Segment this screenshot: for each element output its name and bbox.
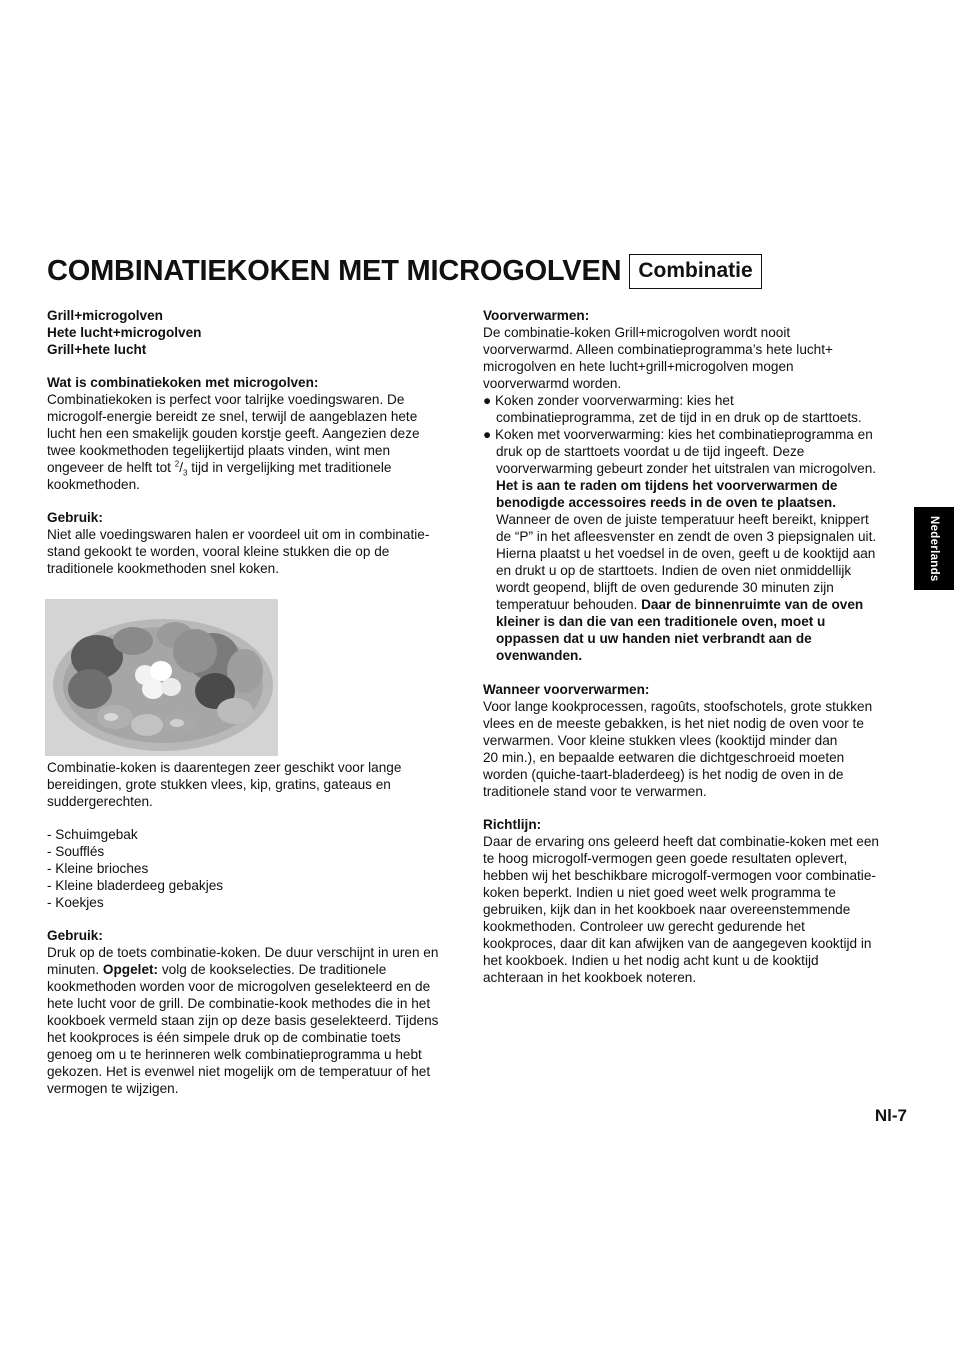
section-heading: Gebruik:: [47, 510, 103, 525]
fraction-numerator: 2: [174, 459, 180, 469]
section-heading: Richtlijn:: [483, 817, 542, 832]
text-line: voorverwarming gebeurt zonder het uitstralen van microgolven.: [496, 461, 877, 476]
text-line: suddergerechten.: [47, 794, 153, 809]
section-heading: Wat is combinatiekoken met microgolven:: [47, 375, 319, 390]
fraction-denominator: 3: [182, 468, 188, 478]
text-line: microgolf-energie bereidt ze snel, terwijl de aangeblazen hete: [47, 409, 418, 424]
text-line: kookmethoden worden voor de microgolven geselekteerd en de: [47, 979, 431, 994]
bullet-item: ● Koken zonder voorverwarming: kies het: [483, 393, 734, 408]
text-line: hete lucht voor de grill. De combinatie-kook methodes die in het: [47, 996, 431, 1011]
page-title: COMBINATIEKOKEN MET MICROGOLVEN: [47, 255, 622, 287]
text-line: Combinatiekoken is perfect voor talrijke voedingswaren. De: [47, 392, 405, 407]
language-tab-label: Nederlands: [928, 515, 940, 582]
text-line: vermogen te wijzigen.: [47, 1081, 179, 1096]
text-line: het kookboek. Indien u het nodig acht kunt u de kooktijd: [483, 953, 819, 968]
food-photo: [45, 599, 278, 756]
list-item: - Kleine bladerdeeg gebakjes: [47, 878, 224, 893]
text-fragment: tijd in vergelijking met traditionele: [187, 460, 392, 475]
use-section: [47, 509, 472, 577]
text-line: kookproces, daar dit kan afwijken van de aangegeven kooktijd in: [483, 936, 872, 951]
use2-section: [47, 927, 472, 1097]
list-item: - Koekjes: [47, 895, 104, 910]
text-line: druk op de starttoets voordat u de tijd ingeeft. Deze: [496, 444, 805, 459]
text-line: voorverwarmd. Alleen combinatieprogramma’s hete lucht+: [483, 342, 833, 357]
text-line: Combinatie-koken is daarentegen zeer geschikt voor lange: [47, 760, 402, 775]
text-line: en drukt u op de starttoets. Indien de oven niet onmiddellijk: [496, 563, 852, 578]
text-line: genoeg om u te herinneren welk combinatieprogramma u hebt: [47, 1047, 422, 1062]
text-line: te hoog microgolf-vermogen geen goede resultaten oplevert,: [483, 851, 848, 866]
text-line: benodigde accessoires reeds in de oven te plaatsen.: [496, 495, 836, 510]
text-line: lucht hen een smakelijk gouden korstje geeft. Aangezien deze: [47, 426, 420, 441]
text-line: bereidingen, grote stukken vlees, kip, gratins, gateaus en: [47, 777, 391, 792]
text-fragment: minuten.: [47, 962, 103, 977]
text-fragment: temperatuur behouden.: [496, 597, 642, 612]
text-line: kookmethoden. Controleer uw gerecht gedurende het: [483, 919, 805, 934]
text-line: De combinatie-koken Grill+microgolven wordt nooit: [483, 325, 791, 340]
right-column: [483, 307, 911, 1002]
text-line: [483, 596, 911, 613]
text-line: achteraan in het kookboek noteren.: [483, 970, 697, 985]
text-line: wordt geopend, blijft de oven gedurende 30 minuten zijn: [496, 580, 834, 595]
text-line: worden (quiche-taart-bladerdeeg) is het nodig de oven in de: [483, 767, 844, 782]
title-row: [47, 254, 762, 289]
text-line: ongeveer de helft tot $^2/_3$ tijd in vergelijking met traditionele: [47, 459, 392, 478]
text-line: combinatieprogramma, zet de tijd in en druk op de starttoets.: [496, 410, 862, 425]
text-fragment: ongeveer de helft tot: [47, 460, 175, 475]
text-line: hebben wij het beschikbare microgolf-vermogen voor combinatie-: [483, 868, 876, 883]
text-line: Druk op de toets combinatie-koken. De duur verschijnt in uren en: [47, 945, 439, 960]
list-item: - Schuimgebak: [47, 827, 138, 842]
text-line: vlees en de meeste gebakken, is het niet nodig de oven voor te: [483, 716, 864, 731]
language-tab: [914, 507, 954, 590]
dish-list: [47, 826, 472, 911]
text-line: ovenwanden.: [496, 648, 583, 663]
warning-text: Daar de binnenruimte van de oven: [641, 597, 864, 612]
text-line: Niet alle voedingswaren halen er voordeel uit om in combinatie-: [47, 527, 430, 542]
text-line: kookmethoden.: [47, 477, 140, 492]
text-line: Wanneer de oven de juiste temperatuur heeft bereikt, knippert: [496, 512, 869, 527]
mode-badge: Combinatie: [629, 254, 761, 289]
text-line: [47, 961, 472, 978]
text-line: de “P” in het afleesvenster en zendt de oven 3 piepsignalen uit.: [496, 529, 877, 544]
section-heading: Voorverwarmen:: [483, 308, 590, 323]
list-item: - Soufflés: [47, 844, 105, 859]
text-line: voorverwarmd worden.: [483, 376, 622, 391]
when-section: [483, 681, 911, 800]
section-heading: Wanneer voorverwarmen:: [483, 682, 650, 697]
mode-item: Hete lucht+microgolven: [47, 325, 202, 340]
suitable-section: [47, 759, 472, 810]
page-number: Nl-7: [874, 1106, 907, 1125]
mode-item: Grill+hete lucht: [47, 342, 147, 357]
modes-list: [47, 307, 472, 358]
text-line: traditionele kookmethoden snel koken.: [47, 561, 279, 576]
text-line: kleiner is dan die van een traditionele oven, moet u: [496, 614, 826, 629]
left-column: [47, 307, 472, 1113]
text-line: het kookproces is één simpele druk op de combinatie toets: [47, 1030, 401, 1045]
text-fragment: volg de kookselecties. De traditionele: [158, 962, 387, 977]
text-line: stand gekookt te worden, vooral kleine stukken die op de: [47, 544, 390, 559]
text-line: koken beperkt. Indien u niet goed weet welk programma te: [483, 885, 836, 900]
mode-item: Grill+microgolven: [47, 308, 163, 323]
text-line: Daar de ervaring ons geleerd heeft dat combinatie-koken met een: [483, 834, 879, 849]
guide-section: [483, 816, 911, 986]
text-line: twee kookmethoden tegelijkertijd plaats vinden, wint men: [47, 443, 391, 458]
list-item: - Kleine brioches: [47, 861, 149, 876]
text-line: kookboek vermeld staan zijn op deze basis geselekteerd. Tijdens: [47, 1013, 439, 1028]
text-line: oppassen dat u uw handen niet verbrandt aan de: [496, 631, 812, 646]
text-line: microgolven en hete lucht+grill+microgolven mogen: [483, 359, 794, 374]
text-line: gebruiken, kijk dan in het kookboek naar overeenstemmende: [483, 902, 851, 917]
text-line: traditionele stand voor te verwarmen.: [483, 784, 707, 799]
warning-label: Opgelet:: [102, 962, 159, 977]
preheat-section: [483, 307, 911, 664]
text-line: gekozen. Het is evenwel niet mogelijk om de temperatuur of het: [47, 1064, 431, 1079]
text-line: Hierna plaatst u het voedsel in de oven, geeft u de kooktijd aan: [496, 546, 876, 561]
text-line: Voor lange kookprocessen, ragoûts, stoofschotels, grote stukken: [483, 699, 873, 714]
text-line: Het is aan te raden om tijdens het voorverwarmen de: [496, 478, 838, 493]
what-section: [47, 374, 472, 493]
section-heading: Gebruik:: [47, 928, 103, 943]
text-line: 20 min.), en bepaalde eetwaren die dichtgeschroeid moeten: [483, 750, 845, 765]
text-line: verwarmen. Voor kleine stukken vlees (kooktijd minder dan: [483, 733, 838, 748]
bullet-item: ● Koken met voorverwarming: kies het combinatieprogramma en: [483, 427, 873, 442]
